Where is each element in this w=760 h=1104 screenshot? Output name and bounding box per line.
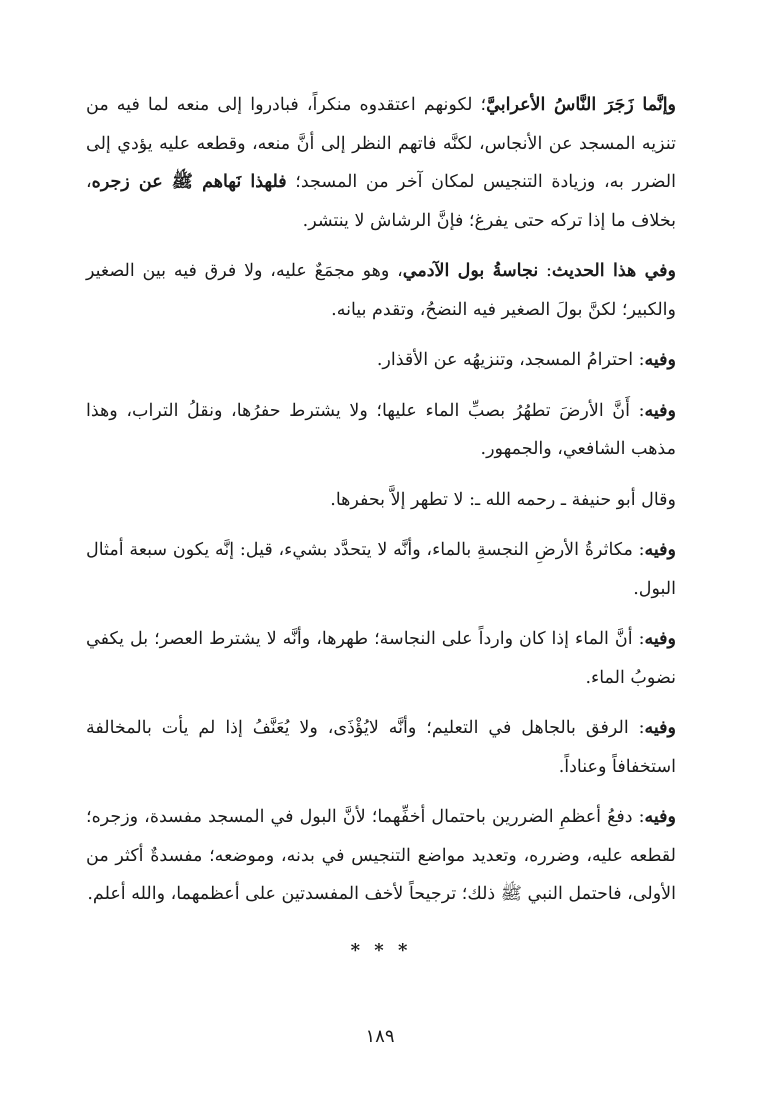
paragraph-5-text: وقال أبو حنيفة ـ رحمه الله ـ: لا تطهر إلاَّ بحفرها. [330, 489, 676, 510]
paragraph-1-text: ؛ لكونهم اعتقدوه منكراً، فبادروا إلى منعه لما فيه من تنزيه المسجد عن الأنجاس، لكنَّه فاتهم النظر إلى أنَّ منعه، وقطعه عليه يؤدي إلى الضرر به، وزيادة التنجيس لمكان آخر من المسجد؛ [86, 95, 676, 192]
paragraph-2 [86, 252, 676, 329]
paragraph-2-lead: وفي هذا الحديث [551, 261, 676, 281]
paragraph-2-tail: ، وهو مجمَعٌ عليه، ولا فرق فيه بين الصغير والكبير؛ لكنَّ بولَ الصغير فيه النضحُ، وتقدم بيانه. [86, 261, 676, 320]
main-text [86, 86, 676, 970]
paragraph-1 [86, 86, 676, 240]
paragraph-7-lead: وفيه [644, 629, 676, 649]
paragraph-2-mid: نجاسةُ بول الآدمي [402, 261, 539, 281]
paragraph-1-mid: فلهذا نَهاهم ﷺ عن زجره [91, 172, 287, 192]
paragraph-7 [86, 620, 676, 697]
paragraph-1-lead: وإنَّما زَجَرَ النَّاسُ الأعرابيَّ [486, 95, 677, 115]
paragraph-2-text: : [538, 261, 552, 281]
paragraph-6-lead: وفيه [644, 540, 676, 560]
paragraph-9-lead: وفيه [644, 807, 676, 827]
paragraph-3-text: : احترامُ المسجد، وتنزيهُه عن الأقذار. [376, 350, 645, 370]
paragraph-9-text: : دفعُ أعظمِ الضررين باحتمال أخفِّهما؛ لأنَّ البول في المسجد مفسدة، وزجره؛ لقطعه عليه، وضرره، وتعديد مواضع التنجيس في بدنه، وموضعه؛ مفسدةٌ أكثر من الأولى، فاحتمل النبي ﷺ ذلك؛ ترجيحاً لأخف المفسدتين على أعظمهما، والله أعلم. [86, 807, 676, 904]
paragraph-9 [86, 798, 676, 914]
page-number: ١٨٩ [365, 1026, 395, 1047]
paragraph-4-text: : أَنَّ الأرضَ تطهُرُ بصبِّ الماء عليها؛ ولا يشترط حفرُها، ونقلُ التراب، وهذا مذهب الشافعي، والجمهور. [86, 400, 676, 459]
paragraph-7-text: : أنَّ الماء إذا كان وارداً على النجاسة؛ طهرها، وأنَّه لا يشترط العصر؛ بل يكفي نضوبُ الماء. [86, 629, 676, 688]
paragraph-3 [86, 341, 676, 380]
paragraph-6 [86, 531, 676, 608]
paragraph-4-lead: وفيه [644, 400, 676, 421]
paragraph-8 [86, 709, 676, 786]
section-separator: * * * [350, 939, 412, 961]
paragraph-8-lead: وفيه [644, 718, 676, 738]
paragraph-6-text: : مكاثرةُ الأرضِ النجسةِ بالماء، وأنَّه لا يتحدَّد بشيء، قيل: إنَّه يكون سبعة أمثال البول. [86, 540, 676, 599]
paragraph-5 [86, 481, 676, 520]
paragraph-4 [86, 392, 676, 469]
paragraph-1-tail: ، بخلاف ما إذا تركه حتى يفرغ؛ فإنَّ الرشاش لا ينتشر. [86, 172, 676, 231]
paragraph-3-lead: وفيه [644, 350, 676, 370]
paragraph-8-text: : الرفق بالجاهل في التعليم؛ وأنَّه لايُؤْذَى، ولا يُعَنَّفُ إذا لم يأت بالمخالفة استخفافاً وعناداً. [86, 718, 676, 777]
